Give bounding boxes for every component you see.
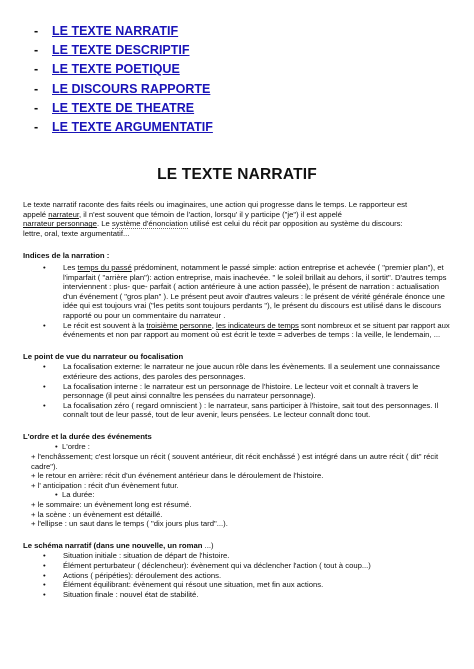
toc-dash: - <box>34 100 39 115</box>
term-systeme-enonciation: système d'énonciation <box>111 219 188 229</box>
main-content <box>23 200 453 599</box>
bullet-icon: • <box>55 490 62 500</box>
section-heading-indices: Indices de la narration : <box>23 251 110 261</box>
list-item: + l' anticipation : récit d'un évènement futur. <box>31 480 179 490</box>
list-item: + l'ellipse : un saut dans le temps ( "dix jours plus tard"...). <box>31 519 228 529</box>
intro-text: lettre, oral, texte argumentatif... <box>23 228 130 238</box>
table-of-contents <box>34 22 213 137</box>
toc-link-texte-poetique[interactable]: LE TEXTE POETIQUE <box>52 62 180 77</box>
list-item: • La focalisation externe: le narrateur ne joue aucun rôle dans les évènements. Il a seulement une connaissance extérieure des actions, des paroles des personnages. <box>23 362 453 381</box>
toc-link-texte-argumentatif[interactable]: LE TEXTE ARGUMENTATIF <box>52 120 213 135</box>
list-item <box>23 321 453 340</box>
term-indicateurs-temps: les indicateurs de temps <box>216 320 299 330</box>
intro-text: appelé <box>23 209 49 219</box>
list-item <box>23 263 453 321</box>
item-text: , <box>211 320 216 330</box>
item-text: L'ordre : <box>61 442 90 452</box>
indices-list <box>23 263 453 340</box>
toc-item <box>34 80 213 99</box>
list-item: • Élément perturbateur ( déclencheur): évènement qui va déclencher l'action ( tout à coup...) <box>23 561 453 571</box>
section-heading-focalisation: Le point de vue du narrateur ou focalisation <box>23 351 184 361</box>
focalisation-list <box>23 362 453 420</box>
list-item: • Situation finale : nouvel état de stabilité. <box>23 590 453 600</box>
intro-text: utilisé est celui du récit par opposition au système du discours: <box>187 219 403 229</box>
ordre-duree-list <box>23 442 453 528</box>
schema-narratif-list <box>23 551 453 599</box>
list-item: + la scène : un évènement est détaillé. <box>31 509 163 519</box>
term-troisieme-personne: troisième personne <box>146 320 212 330</box>
list-item: + le sommaire: un évènement long est résumé. <box>31 500 192 510</box>
toc-link-discours-rapporte[interactable]: LE DISCOURS RAPPORTE <box>52 81 211 96</box>
list-item: • Actions ( péripéties): déroulement des actions. <box>23 571 453 581</box>
heading-tail: ...) <box>202 540 214 550</box>
item-text: La durée: <box>61 490 95 500</box>
toc-dash: - <box>34 120 39 135</box>
toc-dash: - <box>34 81 39 96</box>
term-narrateur: narrateur <box>48 209 80 219</box>
item-text: Le récit est souvent à la <box>63 320 147 330</box>
section-heading-ordre-duree: L'ordre et la durée des événements <box>23 431 152 441</box>
list-item: • La focalisation interne : le narrateur est un personnage de l'histoire. Le lecteur voit et connaît à travers le personnage (il peut ainsi connaître les pensées du narrateur personnage). <box>23 382 453 401</box>
list-item <box>23 490 453 500</box>
list-item: + le retour en arrière: récit d'un événement antérieur dans le déroulement de l'histoire. <box>31 471 324 481</box>
list-item: + l'enchâssement; c'est lorsque un récit ( souvent antérieur, dit récit enchâssé ) est intégré dans un autre récit ( dit" récit cadre"). <box>31 452 439 471</box>
toc-item <box>34 118 213 137</box>
term-narrateur-personnage: narrateur personnage <box>23 219 97 229</box>
intro-text: , il n'est souvent que témoin de l'action, lorsqu' il y participe ("je") il est appelé <box>79 209 342 219</box>
item-text: Les <box>63 262 78 272</box>
intro-paragraph <box>23 200 453 238</box>
toc-link-texte-descriptif[interactable]: LE TEXTE DESCRIPTIF <box>52 43 190 58</box>
section-heading-schema-narratif <box>23 541 453 551</box>
item-text: prédominent, notamment le passé simple: action entreprise et achevée ( "premier plan"), et l'imparfait ( "arrière plan"): action entreprise, mais inachevée. " le soleil brillait au dehors, il sortit". D'autres temps interviennent : plus- que- parfait ( action antérieure à une action passée), le présent de narration : actualisation d'un événement ( "gros plan" ). Le présent peut avoir d'autres valeurs : le présent de vérité générale énonce une idée qui est toujours vrai ("les petits sont toujours perdants "), le présent du discours est utilisé dans le discours rapporté ou pour un commentaire du narrateur . <box>63 262 447 320</box>
page-title: LE TEXTE NARRATIF <box>157 166 317 183</box>
toc-item <box>34 41 213 60</box>
toc-item <box>34 22 213 41</box>
intro-text: . Le <box>96 219 112 229</box>
toc-dash: - <box>34 62 39 77</box>
bullet-icon: • <box>55 442 62 452</box>
intro-text: Le texte narratif raconte des faits réels ou imaginaires, une action qui progresse dans le temps. Le rapporteur est <box>23 200 408 209</box>
list-item: • Élément équilibrant: évènement qui résout une situation, met fin aux actions. <box>23 580 453 590</box>
list-item: • La focalisation zéro ( regard omniscient ) : le narrateur, sans participer à l'histoire, sait tout des personnages. Il connaît tout de leur passé, tout de leur avenir, leurs pensées. Le lecteur connaît donc tout. <box>23 401 453 420</box>
toc-link-texte-theatre[interactable]: LE TEXTE DE THEATRE <box>52 100 195 115</box>
heading-text: Le schéma narratif (dans une nouvelle, un roman <box>23 540 203 550</box>
toc-item <box>34 99 213 118</box>
toc-dash: - <box>34 43 39 58</box>
toc-dash: - <box>34 24 39 38</box>
toc-item <box>34 60 213 79</box>
list-item: • Situation initiale : situation de départ de l'histoire. <box>23 551 453 561</box>
item-text: sont nombreux et se situent par rapport aux événements et non par rapport au moment où est écrit le texte = adverbes de temps : la veille, le lendemain, ... <box>63 320 450 340</box>
list-item <box>23 442 453 452</box>
toc-link-texte-narratif[interactable]: LE TEXTE NARRATIF <box>52 24 179 38</box>
term-temps-passe: temps du passé <box>77 262 132 272</box>
